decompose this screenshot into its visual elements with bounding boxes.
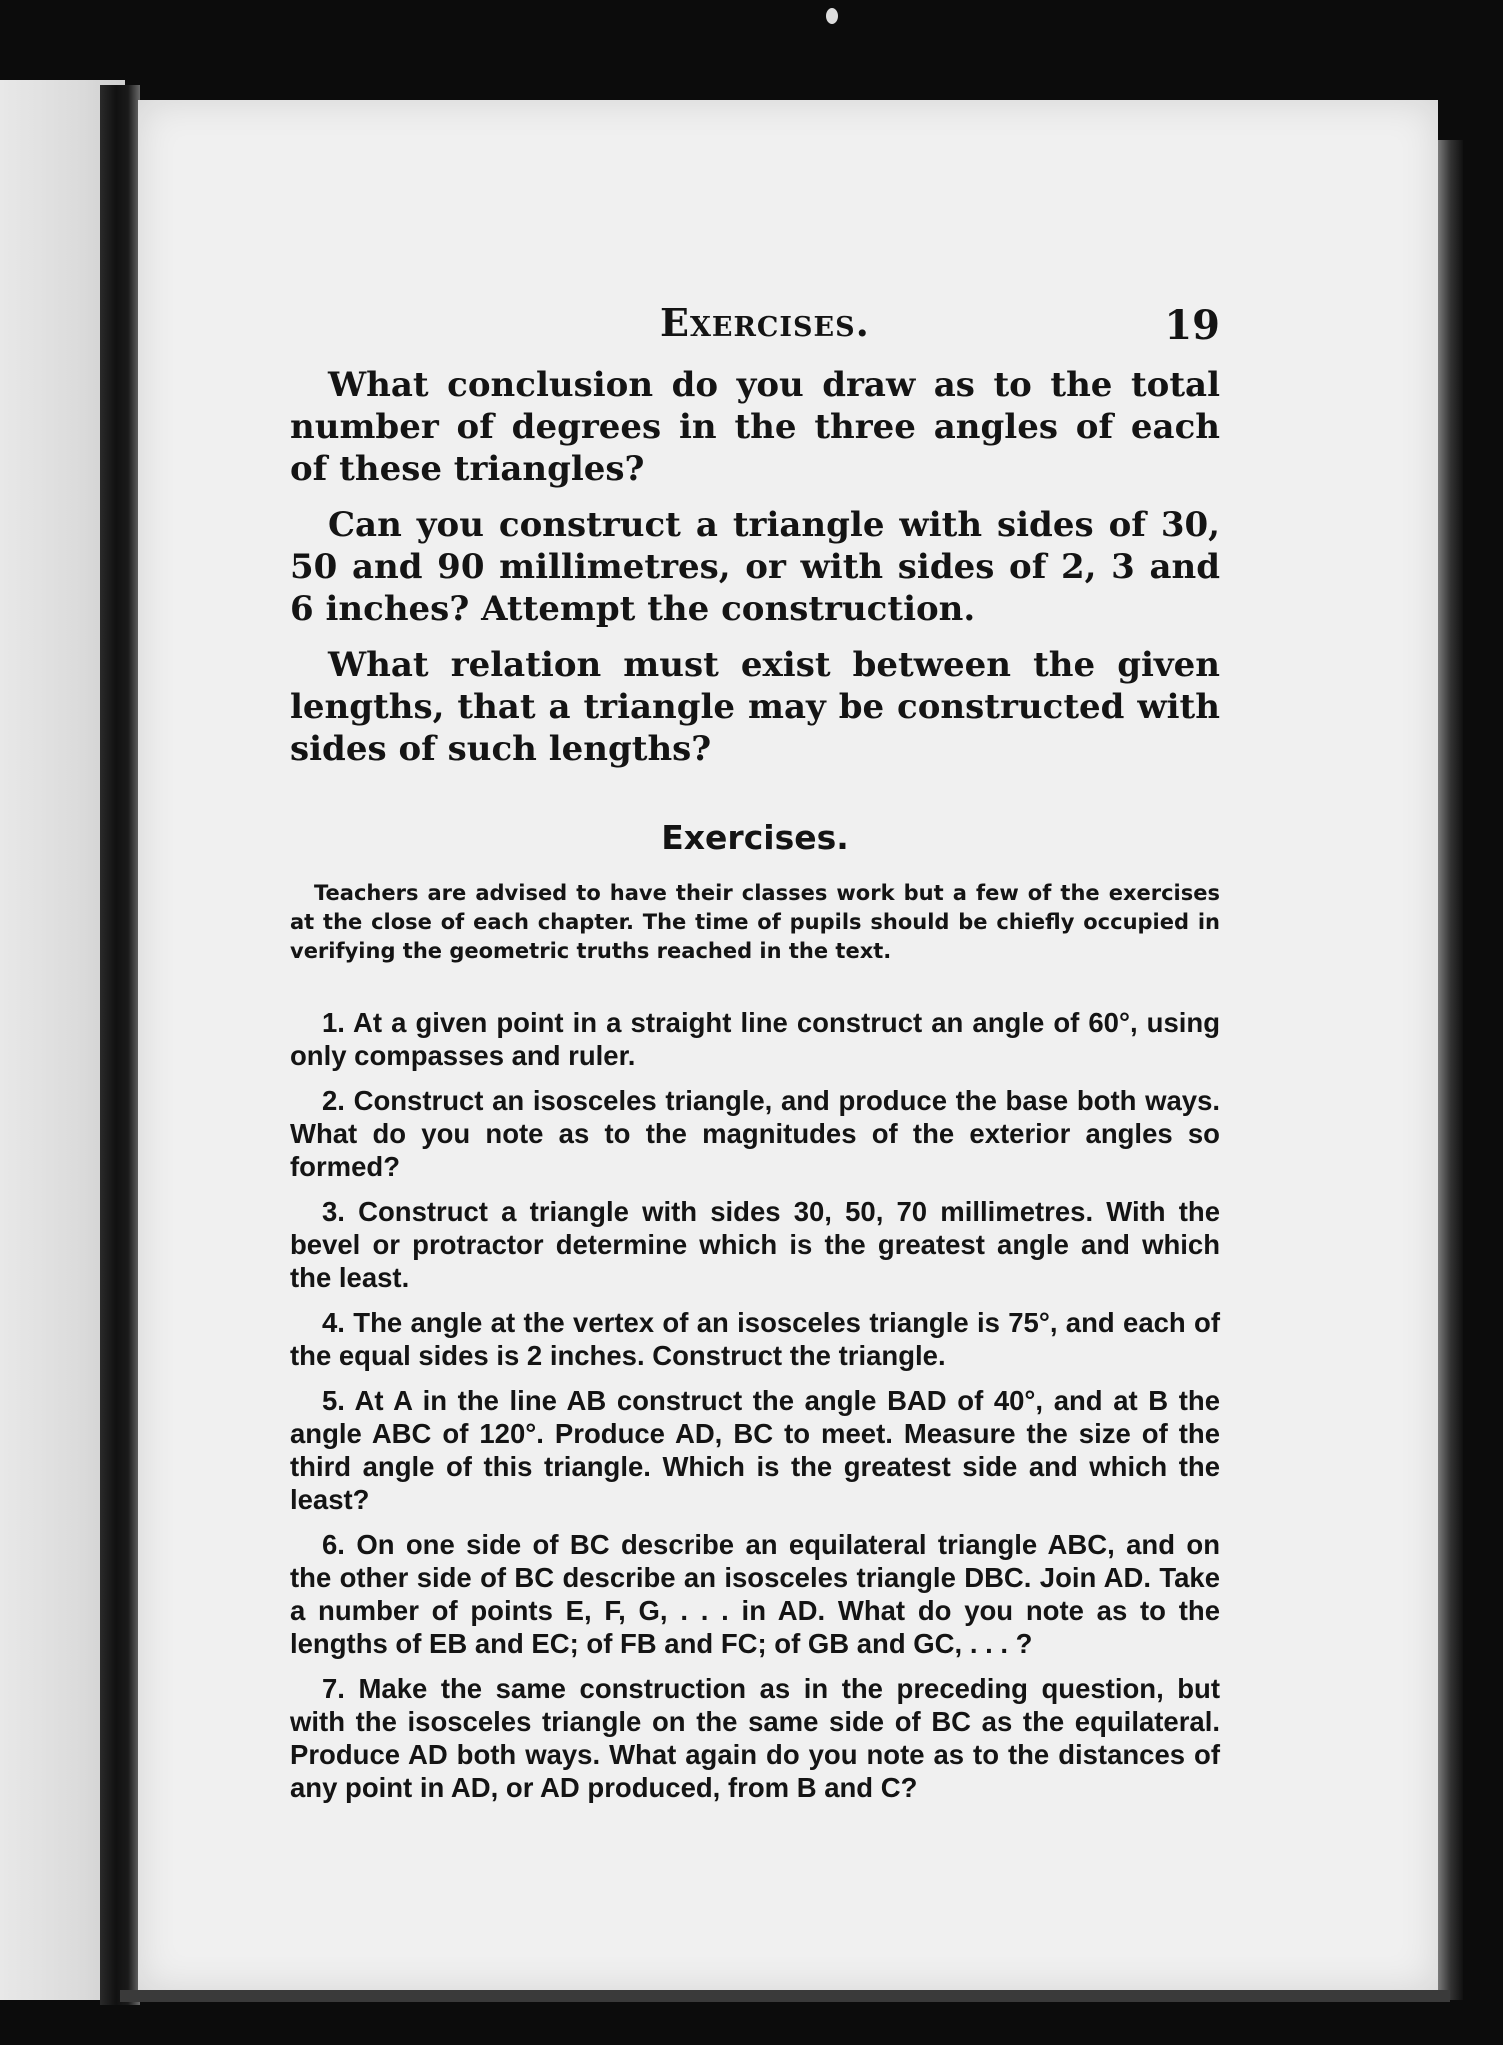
exercise-number: 6. (322, 1529, 345, 1560)
exercise-number: 5. (322, 1385, 345, 1416)
exercise-text: Construct a triangle with sides 30, 50, 70 millimetres. With the bevel or protractor determine which is the greatest angle and which the least. (290, 1196, 1220, 1293)
exercise-item (290, 1306, 1220, 1372)
exercise-text: The angle at the vertex of an isosceles triangle is 75°, and each of the equal sides is 2 inches. Construct the triangle. (290, 1307, 1221, 1371)
page-right-edge (1438, 140, 1463, 2000)
exercise-item (290, 1084, 1220, 1183)
section-heading: Exercises. (661, 818, 849, 857)
exercise-text: Make the same construction as in the preceding question, but with the isosceles triangle on the same side of BC as the equilateral. Produce AD both ways. What again do you note as to the distances of any point in AD, or AD produced, from B and C? (290, 1673, 1221, 1803)
running-title: Exercises. (660, 300, 870, 345)
teacher-notice: Teachers are advised to have their classes work but a few of the exercises at the close of each chapter. The time of pupils should be chiefly occupied in verifying the geometric truths reached in the text. (290, 881, 1220, 963)
running-head (290, 300, 1220, 364)
paragraph: What conclusion do you draw as to the total number of degrees in the three angles of each of these triangles? (290, 365, 1220, 489)
exercise-text: Construct an isosceles triangle, and produce the base both ways. What do you note as to the magnitudes of the exterior angles so formed? (290, 1085, 1220, 1182)
exercise-number: 2. (322, 1085, 345, 1116)
exercise-number: 3. (322, 1196, 345, 1227)
exercise-item (290, 1384, 1220, 1516)
exercise-number: 4. (322, 1307, 345, 1338)
exercise-item (290, 1528, 1220, 1660)
page-bottom-edge (120, 1990, 1450, 2002)
book-spine (100, 85, 140, 2005)
paragraph: What relation must exist between the given lengths, that a triangle may be constructed with sides of such lengths? (290, 645, 1220, 769)
exercise-text: At a given point in a straight line construct an angle of 60°, using only compasses and ruler. (290, 1007, 1220, 1071)
exercise-number: 1. (322, 1007, 345, 1038)
exercise-number: 7. (322, 1673, 345, 1704)
page-text (290, 300, 1220, 1816)
exercise-item (290, 1195, 1220, 1294)
exercise-item (290, 1672, 1220, 1804)
exercise-text: On one side of BC describe an equilateral triangle ABC, and on the other side of BC describe an isosceles triangle DBC. Join AD. Take a number of points E, F, G, . . . in AD. What do you note as to the lengths of EB and EC; of FB and FC; of GB and GC, . . . ? (290, 1529, 1220, 1659)
page-number: 19 (1164, 302, 1220, 349)
exercise-text: At A in the line AB construct the angle BAD of 40°, and at B the angle ABC of 120°. Produce AD, BC to meet. Measure the size of the third angle of this triangle. Which is the greatest side and which the least? (290, 1385, 1220, 1515)
scan-speck (826, 8, 838, 24)
exercise-list (290, 1006, 1220, 1804)
paragraph: Can you construct a triangle with sides of 30, 50 and 90 millimetres, or with sides of 2, 3 and 6 inches? Attempt the construction. (290, 505, 1220, 629)
exercise-item (290, 1006, 1220, 1072)
